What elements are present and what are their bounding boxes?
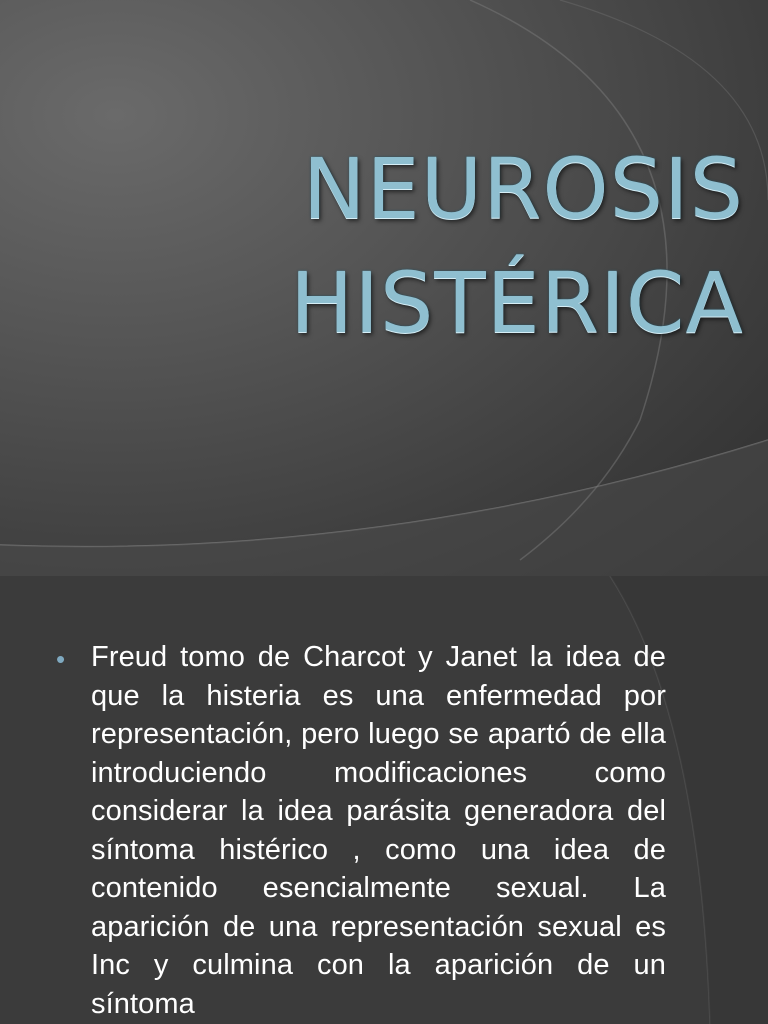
slide-title	[144, 132, 744, 360]
bullet-item	[56, 638, 666, 1023]
title-line-1: NEUROSIS	[302, 140, 744, 238]
bullet-text: Freud tomo de Charcot y Janet la idea de que la histeria es una enfermedad por representación, pero luego se apartó de ella introduciendo modificaciones como considerar la idea parásita generadora del síntoma histérico , como una idea de contenido esencialmente sexual. La aparición de una representación sexual es Inc y culmina con la aparición de un síntoma	[91, 641, 666, 1020]
content-slide	[0, 576, 768, 1024]
title-line-2: HISTÉRICA	[290, 254, 744, 352]
bullet-icon: •	[56, 644, 66, 674]
